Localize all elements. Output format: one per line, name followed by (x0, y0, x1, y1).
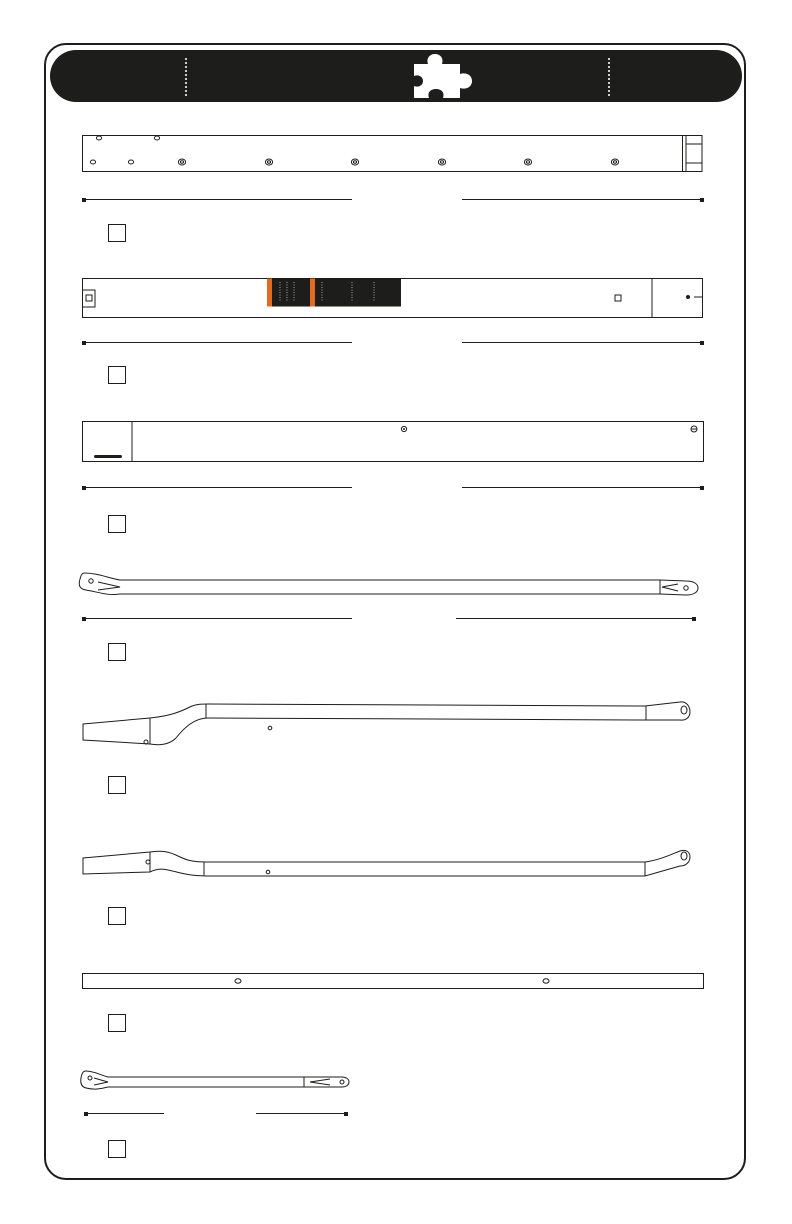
page-border (44, 43, 746, 1180)
part-4-checkbox[interactable] (108, 643, 126, 661)
part-3-illustration (82, 421, 704, 463)
part-5-illustration (80, 704, 692, 752)
part-8-illustration (80, 1070, 352, 1092)
part-3-checkbox[interactable] (108, 515, 126, 533)
part-1-checkbox[interactable] (108, 224, 126, 242)
part-8-checkbox[interactable] (108, 1140, 126, 1158)
part-3-dimension (82, 485, 704, 491)
part-6-checkbox[interactable] (108, 907, 126, 925)
part-4-dimension (82, 616, 696, 622)
header-bar (50, 50, 742, 102)
part-2-dimension (82, 340, 704, 346)
puzzle-piece-icon (410, 52, 476, 100)
part-5-checkbox[interactable] (108, 776, 126, 794)
part-8-dimension (84, 1111, 348, 1117)
part-7-illustration (82, 973, 704, 989)
part-1-illustration (82, 132, 704, 176)
part-2-illustration (82, 278, 704, 320)
part-1-dimension (82, 197, 704, 203)
part-4-illustration (78, 570, 700, 598)
header-divider-right (608, 58, 610, 96)
header-divider-left (185, 58, 187, 96)
part-7-checkbox[interactable] (108, 1014, 126, 1032)
part-2-checkbox[interactable] (108, 366, 126, 384)
part-6-illustration (80, 848, 692, 880)
